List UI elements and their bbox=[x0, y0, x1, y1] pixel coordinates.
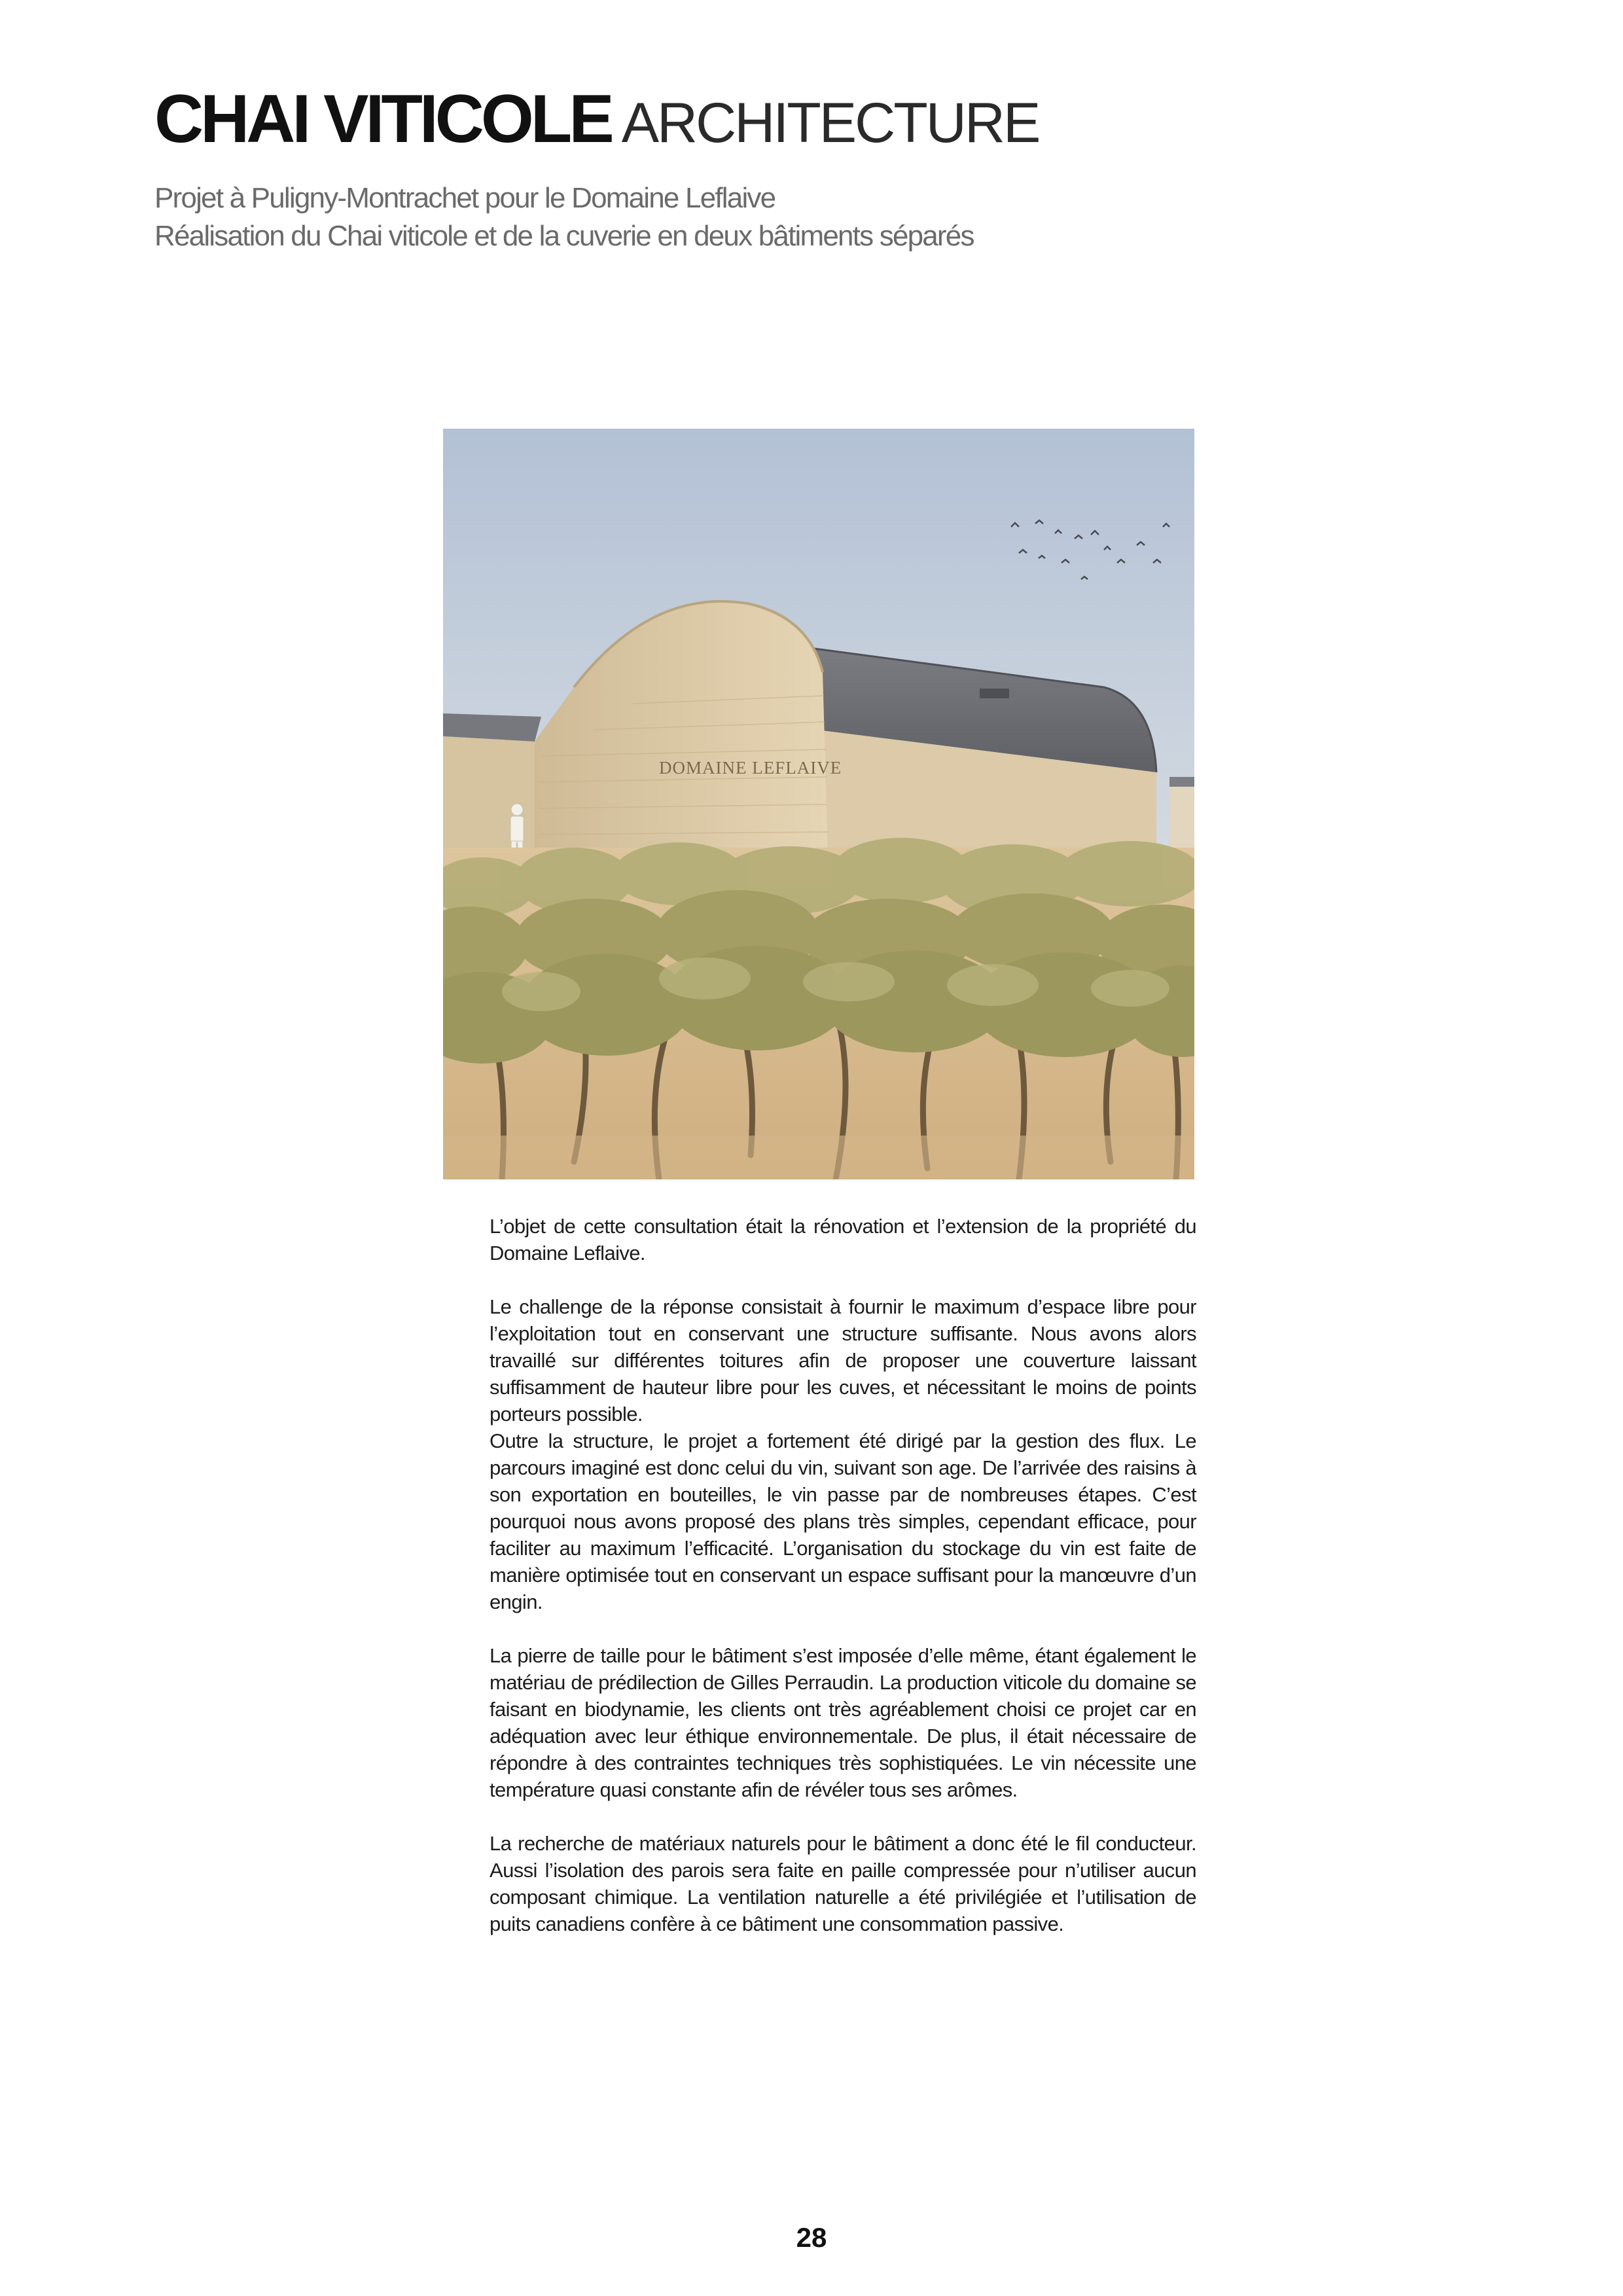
paragraph-3: Outre la structure, le projet a fortement été dirigé par la gestion des flux. Le parcours imaginé est donc celui du vin, suivant son age. De l’arrivée des raisins à son exportation en bouteilles, le vin passe par de nombreuses étapes. C’est pourquoi nous avons proposé des plans très simples, cependant efficace, pour faciliter au maximum l’efficacité. L’organisation du stockage du vin est faite de manière optimisée tout en conservant un espace suffisant pour la manœuvre d’un engin. bbox=[490, 1429, 1196, 1613]
subtitle-line-1: Projet à Puligny-Montrachet pour le Domaine Leflaive bbox=[154, 182, 776, 214]
page-header bbox=[154, 81, 1463, 255]
subtitle-line-2: Réalisation du Chai viticole et de la cuverie en deux bâtiments séparés bbox=[154, 220, 974, 252]
paragraph-5: La recherche de matériaux naturels pour le bâtiment a donc été le fil conducteur. Aussi l’isolation des parois sera faite en paille compressée pour n’utiliser aucun composant chimique. La ventilation naturelle a été privilégiée et l’utilisation de puits canadiens confère à ce bâtiment une consommation passive. bbox=[490, 1832, 1196, 1935]
paragraph-4: La pierre de taille pour le bâtiment s’est imposée d’elle même, étant également le matériau de prédilection de Gilles Perraudin. La production viticole du domaine se faisant en biodynamie, les clients ont très agréablement choisi ce projet car en adéquation avec leur éthique environnementale. De plus, il était nécessaire de répondre à des contraintes techniques très sophistiquées. Le vin nécessite une température quasi constante afin de révéler tous ses arômes. bbox=[490, 1644, 1196, 1801]
title-bold: CHAI VITICOLE bbox=[154, 81, 611, 157]
page-number: 28 bbox=[796, 2222, 827, 2253]
building-inscription: DOMAINE LEFLAIVE bbox=[659, 758, 842, 778]
paragraph-2: Le challenge de la réponse consistait à fournir le maximum d’espace libre pour l’exploitation tout en conservant une structure suffisante. Nous avons alors travaillé sur différentes toitures afin de proposer une couverture laissant suffisamment de hauteur libre pour les cuves, et nécessitant le moins de points porteurs possible. bbox=[490, 1295, 1196, 1426]
title-light: ARCHITECTURE bbox=[621, 92, 1039, 154]
page-title bbox=[154, 81, 1463, 157]
paragraph-1: L’objet de cette consultation était la rénovation et l’extension de la propriété du Domaine Leflaive. bbox=[490, 1215, 1196, 1265]
architectural-render-image bbox=[443, 429, 1194, 1179]
subtitle bbox=[154, 179, 1463, 255]
body-text bbox=[490, 1213, 1196, 1964]
